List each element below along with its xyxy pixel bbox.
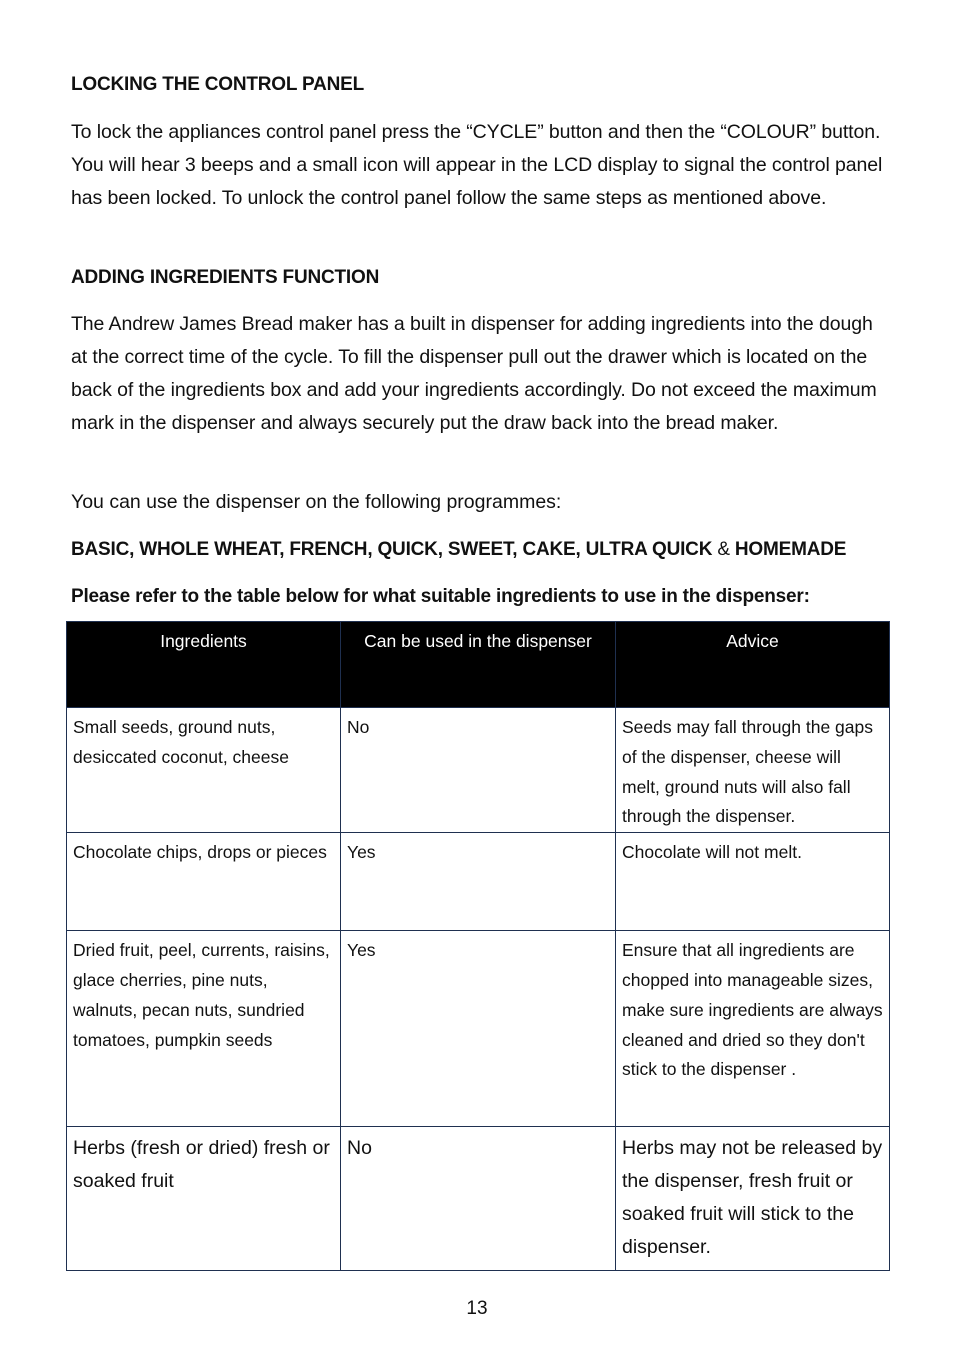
programmes-last-name: HOMEMADE xyxy=(734,539,847,560)
table-row xyxy=(67,833,890,931)
table-row xyxy=(67,708,890,833)
cell-dispenser: Yes xyxy=(341,833,616,931)
header-dispenser: Can be used in the dispenser xyxy=(341,622,616,708)
cell-dispenser: No xyxy=(341,708,616,833)
header-ingredients: Ingredients xyxy=(67,622,341,708)
cell-dispenser: No xyxy=(341,1127,616,1271)
programmes-intro: You can use the dispenser on the following programmes: xyxy=(71,491,562,513)
cell-advice: Ensure that all ingredients are chopped into manageable sizes, make sure ingredients are always cleaned and dried so they don't stick to the dispenser . xyxy=(616,931,890,1127)
ingredients-table xyxy=(66,621,890,1271)
table-intro: Please refer to the table below for what suitable ingredients to use in the dispenser: xyxy=(71,586,810,607)
table-row xyxy=(67,1127,890,1271)
table-header-row xyxy=(67,622,890,708)
table-row xyxy=(67,931,890,1127)
header-advice: Advice xyxy=(616,622,890,708)
section-heading-locking: LOCKING THE CONTROL PANEL xyxy=(71,74,365,95)
adding-ingredients-paragraph: The Andrew James Bread maker has a built in dispenser for adding ingredients into the dough at the correct time of the cycle. To fill the dispenser pull out the drawer which is located on the back of the ingredients box and add your ingredients accordingly. Do not exceed the maximum mark in the dispenser and always securely put the draw back into the bread maker. xyxy=(71,313,877,434)
cell-advice: Herbs may not be released by the dispenser, fresh fruit or soaked fruit will stick to the dispenser. xyxy=(616,1127,890,1271)
programmes-ampersand: & xyxy=(717,539,730,560)
cell-ingredients: Herbs (fresh or dried) fresh or soaked fruit xyxy=(67,1127,341,1271)
cell-ingredients: Chocolate chips, drops or pieces xyxy=(67,833,341,931)
cell-ingredients: Small seeds, ground nuts, desiccated coconut, cheese xyxy=(67,708,341,833)
programmes-list xyxy=(71,539,846,561)
section-heading-adding-ingredients: ADDING INGREDIENTS FUNCTION xyxy=(71,267,380,288)
cell-advice: Chocolate will not melt. xyxy=(616,833,890,931)
locking-paragraph: To lock the appliances control panel press the “CYCLE” button and then the “COLOUR” button. You will hear 3 beeps and a small icon will appear in the LCD display to signal the control panel has been locked. To unlock the control panel follow the same steps as mentioned above. xyxy=(71,121,883,209)
programmes-list-names: BASIC, WHOLE WHEAT, FRENCH, QUICK, SWEET, CAKE, ULTRA QUICK xyxy=(71,539,713,560)
cell-ingredients: Dried fruit, peel, currents, raisins, glace cherries, pine nuts, walnuts, pecan nuts, sundried tomatoes, pumpkin seeds xyxy=(67,931,341,1127)
page-number: 13 xyxy=(466,1298,488,1319)
cell-advice: Seeds may fall through the gaps of the dispenser, cheese will melt, ground nuts will also fall through the dispenser. xyxy=(616,708,890,833)
cell-dispenser: Yes xyxy=(341,931,616,1127)
